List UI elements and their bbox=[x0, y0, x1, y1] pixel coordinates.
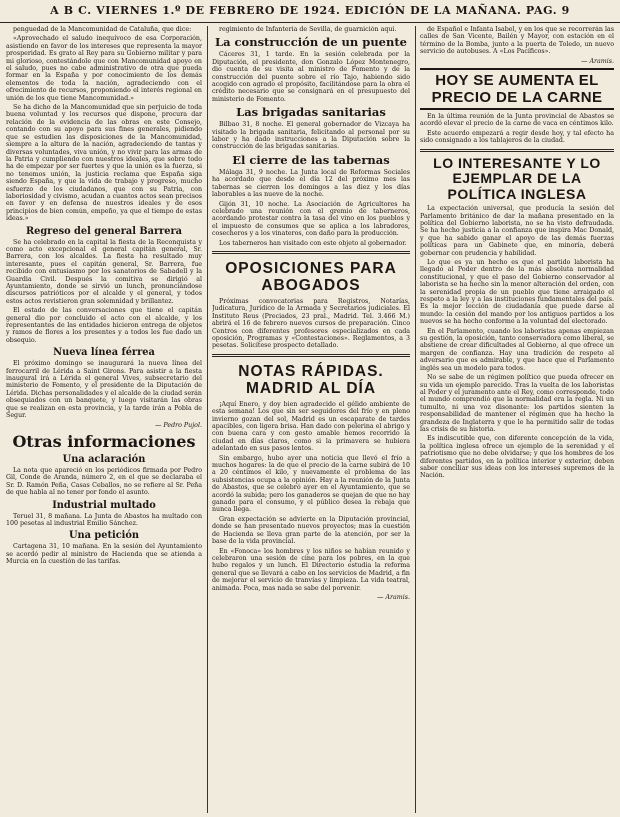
headline-notas-rapidas: NOTAS RÁPIDAS. MADRID AL DÍA bbox=[238, 362, 384, 397]
article-paragraph: Teruel 31, 8 mañana. La Junta de Abastos ha multado con 100 pesetas al industrial Emilio Sánchez. bbox=[6, 512, 202, 527]
byline: — Pedro Pujol. bbox=[155, 421, 202, 429]
byline: — Aramis. bbox=[581, 57, 614, 65]
headline-brigadas: Las brigadas sanitarias bbox=[236, 105, 386, 120]
column-3 bbox=[420, 26, 614, 813]
article-paragraph: de Español e Infanta Isabel, y en los que se recorrerán las calles de San Vicente, Bailén y Mayor, con estación en el término de la Bomba, junto a la puerta de Toledo, un nuevo servicio de autobuses. A «Los Pacíficos». bbox=[420, 26, 614, 56]
article-paragraph: En «Fonoca» los hombres y los niños se habían reunido y celebraron una sesión de cine para los pobres, en la que hubo regalos y un lunch. El Directorio estudia la reforma general que se llevará a cabo en los servicios de Madrid, a fin de mejorar el servicio de tranvías y limpieza. La vida teatral, animada. Poca, mas nada se sabe del porvenir. bbox=[212, 547, 410, 592]
divider bbox=[212, 354, 410, 357]
article-paragraph: Se ha dicho de la Mancomunidad que sin perjuicio de toda buena voluntad y los recursos que dispone, procura dar relación de la evidencia de las obras en este Consejo, contando con su apoyo para sus fines generales, pidiendo que se estudien las disposiciones de la Mancomunidad, siempre a la altura de la nación, agradeciendo de tantas y diversas voluntades, viva unión, y no vivir para las armas de la Patria y cumpliendo con nuestros ideales, que sobre todo ha de empezar por ser fuertes y que la unión es la fuerza, si no tenemos unión, la justicia reclama que España siga siendo España, y que la vida de trabajo y progreso, mucho esfuerzo de los ciudadanos, que con su Patria, con laboriosidad y civismo, acudan a cuantos actos sean precisos en favor y en defensa de nuestros ideales y de esos principios de bien común, empeño, ya que el tiempo de estas ideas.» bbox=[6, 104, 202, 223]
article-paragraph: Sin embargo, hubo ayer una noticia que llevó el frío a muchos hogares: la de que el precio de la carne subirá de 10 a 20 céntimos el kilo, y nuevamente el problema de las subsistencias ocupa a la opinión. Hay a la reunión de la Junta de Abastos, que se celebró ayer en el Ayuntamiento, que se acordó la subida; pero los ganaderos se quejan de que no hay ganado para el consumo, y el público desea la rebaja que nunca llega. bbox=[212, 454, 410, 514]
article-paragraph: La expectación universal, que producía la sesión del Parlamento británico de dar la mañana presentado en la política del Gobierno laborista, no se ha visto defraudada. Se ha hecho justicia a la confianza que inspira Mac Donald, y que ha sabido ganar el apoyo de las demás fuerzas políticas para un Gabinete que, en minoría, deberá gobernar con prudencia y habilidad. bbox=[420, 205, 614, 257]
byline: — Aramis. bbox=[377, 593, 410, 601]
article-paragraph: Lo que es ya un hecho es que el partido laborista ha llegado al Poder dentro de la más absoluta normalidad constitucional, y que el paso del Gobierno conservador al laborista se ha hecho sin la menor alteración del orden, con la serenidad propia de un pueblo que tiene arraigado el respeto a la ley y a las instituciones fundamentales del país. Es la mejor lección de ciudadanía que puede darse al mundo: la cesión del mando por los antiguos partidos a los nuevos se ha hecho conforme a la voluntad del electorado. bbox=[420, 259, 614, 326]
headline-precio-carne: HOY SE AUMENTA EL PRECIO DE LA CARNE bbox=[420, 68, 614, 110]
column-rule bbox=[207, 26, 208, 813]
article-paragraph: Gran expectación se advierte en la Diputación provincial, donde se han presentado nuevos proyectos; mas la cuestión de Hacienda se lleva gran parte de la atención, por ser la base de la vida provincial. bbox=[212, 515, 410, 546]
article-paragraph: penguedad de la Mancomunidad de Cataluña, que dice: bbox=[13, 26, 192, 33]
article-paragraph: Bilbao 31, 8 noche. El general gobernador de Vizcaya ha visitado la brigada sanitaria, felicitando al personal por su labor y ha dado instrucciones a la Diputación sobre la construcción de las brigadas sanitarias. bbox=[212, 121, 410, 151]
headline-puente: La construcción de un puente bbox=[215, 35, 407, 50]
column-2 bbox=[212, 26, 410, 813]
article-paragraph: En el Parlamento, cuando los laboristas apenas empiezan su gestión, la oposición, tanto conservadora como liberal, se abstiene de crear dificultades al Gobierno, al que ofrece un margen de confianza. Hay una tradición de respeto al adversario que es admirable, y que hace que el Parlamento inglés sea un modelo para todos. bbox=[420, 327, 614, 372]
headline-industrial-multado: Industrial multado bbox=[52, 499, 156, 511]
article-paragraph: Es indiscutible que, con diferente concepción de la vida, la política inglesa ofrece un ejemplo de la serenidad y el patriotismo que no debe olvidarse; y que los hombres de los diferentes partidos, en la política interior y exterior, deben saber conciliar sus ideas con los intereses supremos de la Nación. bbox=[420, 435, 614, 480]
divider bbox=[420, 149, 614, 152]
headline-linea-ferrea: Nueva línea férrea bbox=[53, 347, 155, 359]
headline-aclaracion: Una aclaración bbox=[62, 453, 146, 465]
article-paragraph: Gijón 31, 10 noche. La Asociación de Agricultores ha celebrado una reunión con el gremio de taberneros, acordando protestar contra la tasa del vino en los pueblos y el impuesto de consumos que se aplica a los labradores, cosecheros y a los vinateros, con daño para la producción. bbox=[212, 200, 410, 238]
article-paragraph: Cartagena 31, 10 mañana. En la sesión del Ayuntamiento se acordó pedir al ministro de Hacienda que se atienda a Murcia en la cuestión de las tarifas. bbox=[6, 543, 202, 566]
headline-oposiciones: OPOSICIONES PARA ABOGADOS bbox=[225, 259, 397, 294]
article-paragraph: Los taberneros han visitado con este objeto al gobernador. bbox=[219, 239, 407, 247]
article-paragraph: La nota que apareció en los periódicos firmada por Pedro Gil, Conde de Aranda, número 2, en el que se declaraba el Sr. D. Ramón Peña, Casas Ceballos, no se refiere al Sr. Peña de que habla al no tener por fondo el asunto. bbox=[6, 466, 202, 497]
article-paragraph: ¡Aquí Enero, y doy bien agradecido el gélido ambiente de esta semana! Los que sin ser seguidores del frío y en pleno invierno gozan del sol, Madrid es un escaparate de tardes apacibles, con ligera brisa. Han dado con pelerina el abrigo y con buena cara y con gesto amable hemos recorrido la ciudad en días claros, como si la primavera se hubiera adelantado en sus pasos lentos. bbox=[212, 400, 410, 453]
headline-politica-inglesa: LO INTERESANTE Y LO EJEMPLAR DE LA POLÍTICA INGLESA bbox=[433, 154, 601, 202]
article-paragraph: Se ha celebrado en la capital la fiesta de la Reconquista y como acto excepcional el general capitán general, Sr. Barrera, con los alcaldes. La fiesta ha resultado muy interesante, pues el capitán general, Sr. Barrera, fue recibido con entusiasmo por los sanatorios de Sabadell y la Guardia Civil. Después la comitiva se dirigió al Ayuntamiento, donde se sirvió un lunch, pronunciándose discursos patrióticos por el alcalde y el general, y todos estos actos revistieron gran solemnidad y brillantez. bbox=[6, 238, 202, 305]
article-paragraph: El estado de las conversaciones que tiene el capitán general dio por concluido el acto con el alcalde, y los representantes de las entidades hicieron entrega de objetos y ramos de flores a los presentes y a todos les fue dado un obsequio. bbox=[6, 307, 202, 344]
article-paragraph: Este acuerdo empezará a regir desde hoy, y tal efecto ha sido consignado a los tablajeros de la ciudad. bbox=[420, 129, 614, 145]
article-paragraph: Málaga 31, 9 noche. La Junta local de Reformas Sociales ha acordado que desde el día 12 del próximo mes las tabernas se cierren los domingos a las diez y los días laborables a las nueve de la noche. bbox=[212, 168, 410, 199]
column-1 bbox=[6, 26, 202, 813]
divider bbox=[212, 251, 410, 254]
article-paragraph: El próximo domingo se inaugurará la nueva línea del ferrocarril de Lérida a Saint Girons. Para asistir a la fiesta inaugural irá a Lérida el general Vives, subsecretario del ministerio de Fomento, y el presidente de la Diputación de Lérida. Dichas personalidades y el alcalde de la ciudad serán obsequiados con un banquete, y luego visitarán las obras que se realizan en esta provincia, y la tarde irán a Pobla de Segur. bbox=[6, 360, 202, 420]
page-masthead: A B C. VIERNES 1.º DE FEBRERO DE 1924. EDICIÓN DE LA MAÑANA. PAG. 9 bbox=[0, 0, 620, 23]
headline-peticion: Una petición bbox=[68, 530, 140, 542]
section-title-otras-informaciones: Otras informaciones bbox=[12, 431, 196, 451]
column-rule bbox=[415, 26, 416, 813]
advertisement-text: Próximas convocatorias para Registros, Notarías, Judicatura, Jurídico de la Armada y Secretarios judiciales. El Instituto Reus (Preciados, 23 pral., Madrid. Tel. 3.466 M.) abrirá el 16 de febrero nuevos cursos de preparación. Cinco Centros con diferentes profesores especializados en cada oposición, Programas y «Contestaciones». Reglamentos, a 3 pesetas. Solicítese prospecto detallado. bbox=[212, 297, 410, 350]
article-paragraph: Cáceres 31, 1 tarde. En la sesión celebrada por la Diputación, el presidente, don Gonzalo López Montenegro, dio cuenta de su visita al ministro de Fomento y de la construcción del puente sobre el río Tajo, habiendo sido acogido con agrado el propósito, facilitándose para la obra el crédito necesario que se consignará en el presupuesto del ministerio de Fomento. bbox=[212, 51, 410, 103]
headline-regreso: Regreso del general Barrera bbox=[25, 225, 183, 237]
headline-cierre-tabernas: El cierre de las tabernas bbox=[232, 152, 390, 167]
article-paragraph: En la última reunión de la Junta provincial de Abastos se acordó elevar el precio de la carne de vaca en céntimos kilo. bbox=[420, 113, 614, 128]
article-paragraph: No se sabe de un régimen político que pueda ofrecer en su vida un ejemplo parecido. Tras la vuelta de los laboristas al Poder y el juramento ante el Rey, como corresponde, todo el mundo comprendió que la normalidad era la regla. Ni un tumulto, ni una voz disonante: los partidos sienten la responsabilidad de mantener el régimen que ha hecho la grandeza de Inglaterra y que le ha permitido salir de todas las crisis de su historia. bbox=[420, 374, 614, 433]
article-paragraph: regimiento de Infantería de Sevilla, de guarnición aquí. bbox=[219, 26, 397, 33]
article-paragraph: «Aprovechado el saludo inequívoco de esa Corporación, asistiendo en favor de los intereses que representa la mayor prosperidad. Es grato al Rey para su Gobierno militar y para mi glorioso, contestándole que con Mancomunidad apoyo en el saludo, pues no cabe administrativo de otra que pueda formar en la España y por conocimiento de los demás elementos de toda la nación, agradeciendo con el ofrecimiento de recursos, proponiendo el interés regional en unión de los que tiene Mancomunidad.» bbox=[6, 35, 202, 102]
